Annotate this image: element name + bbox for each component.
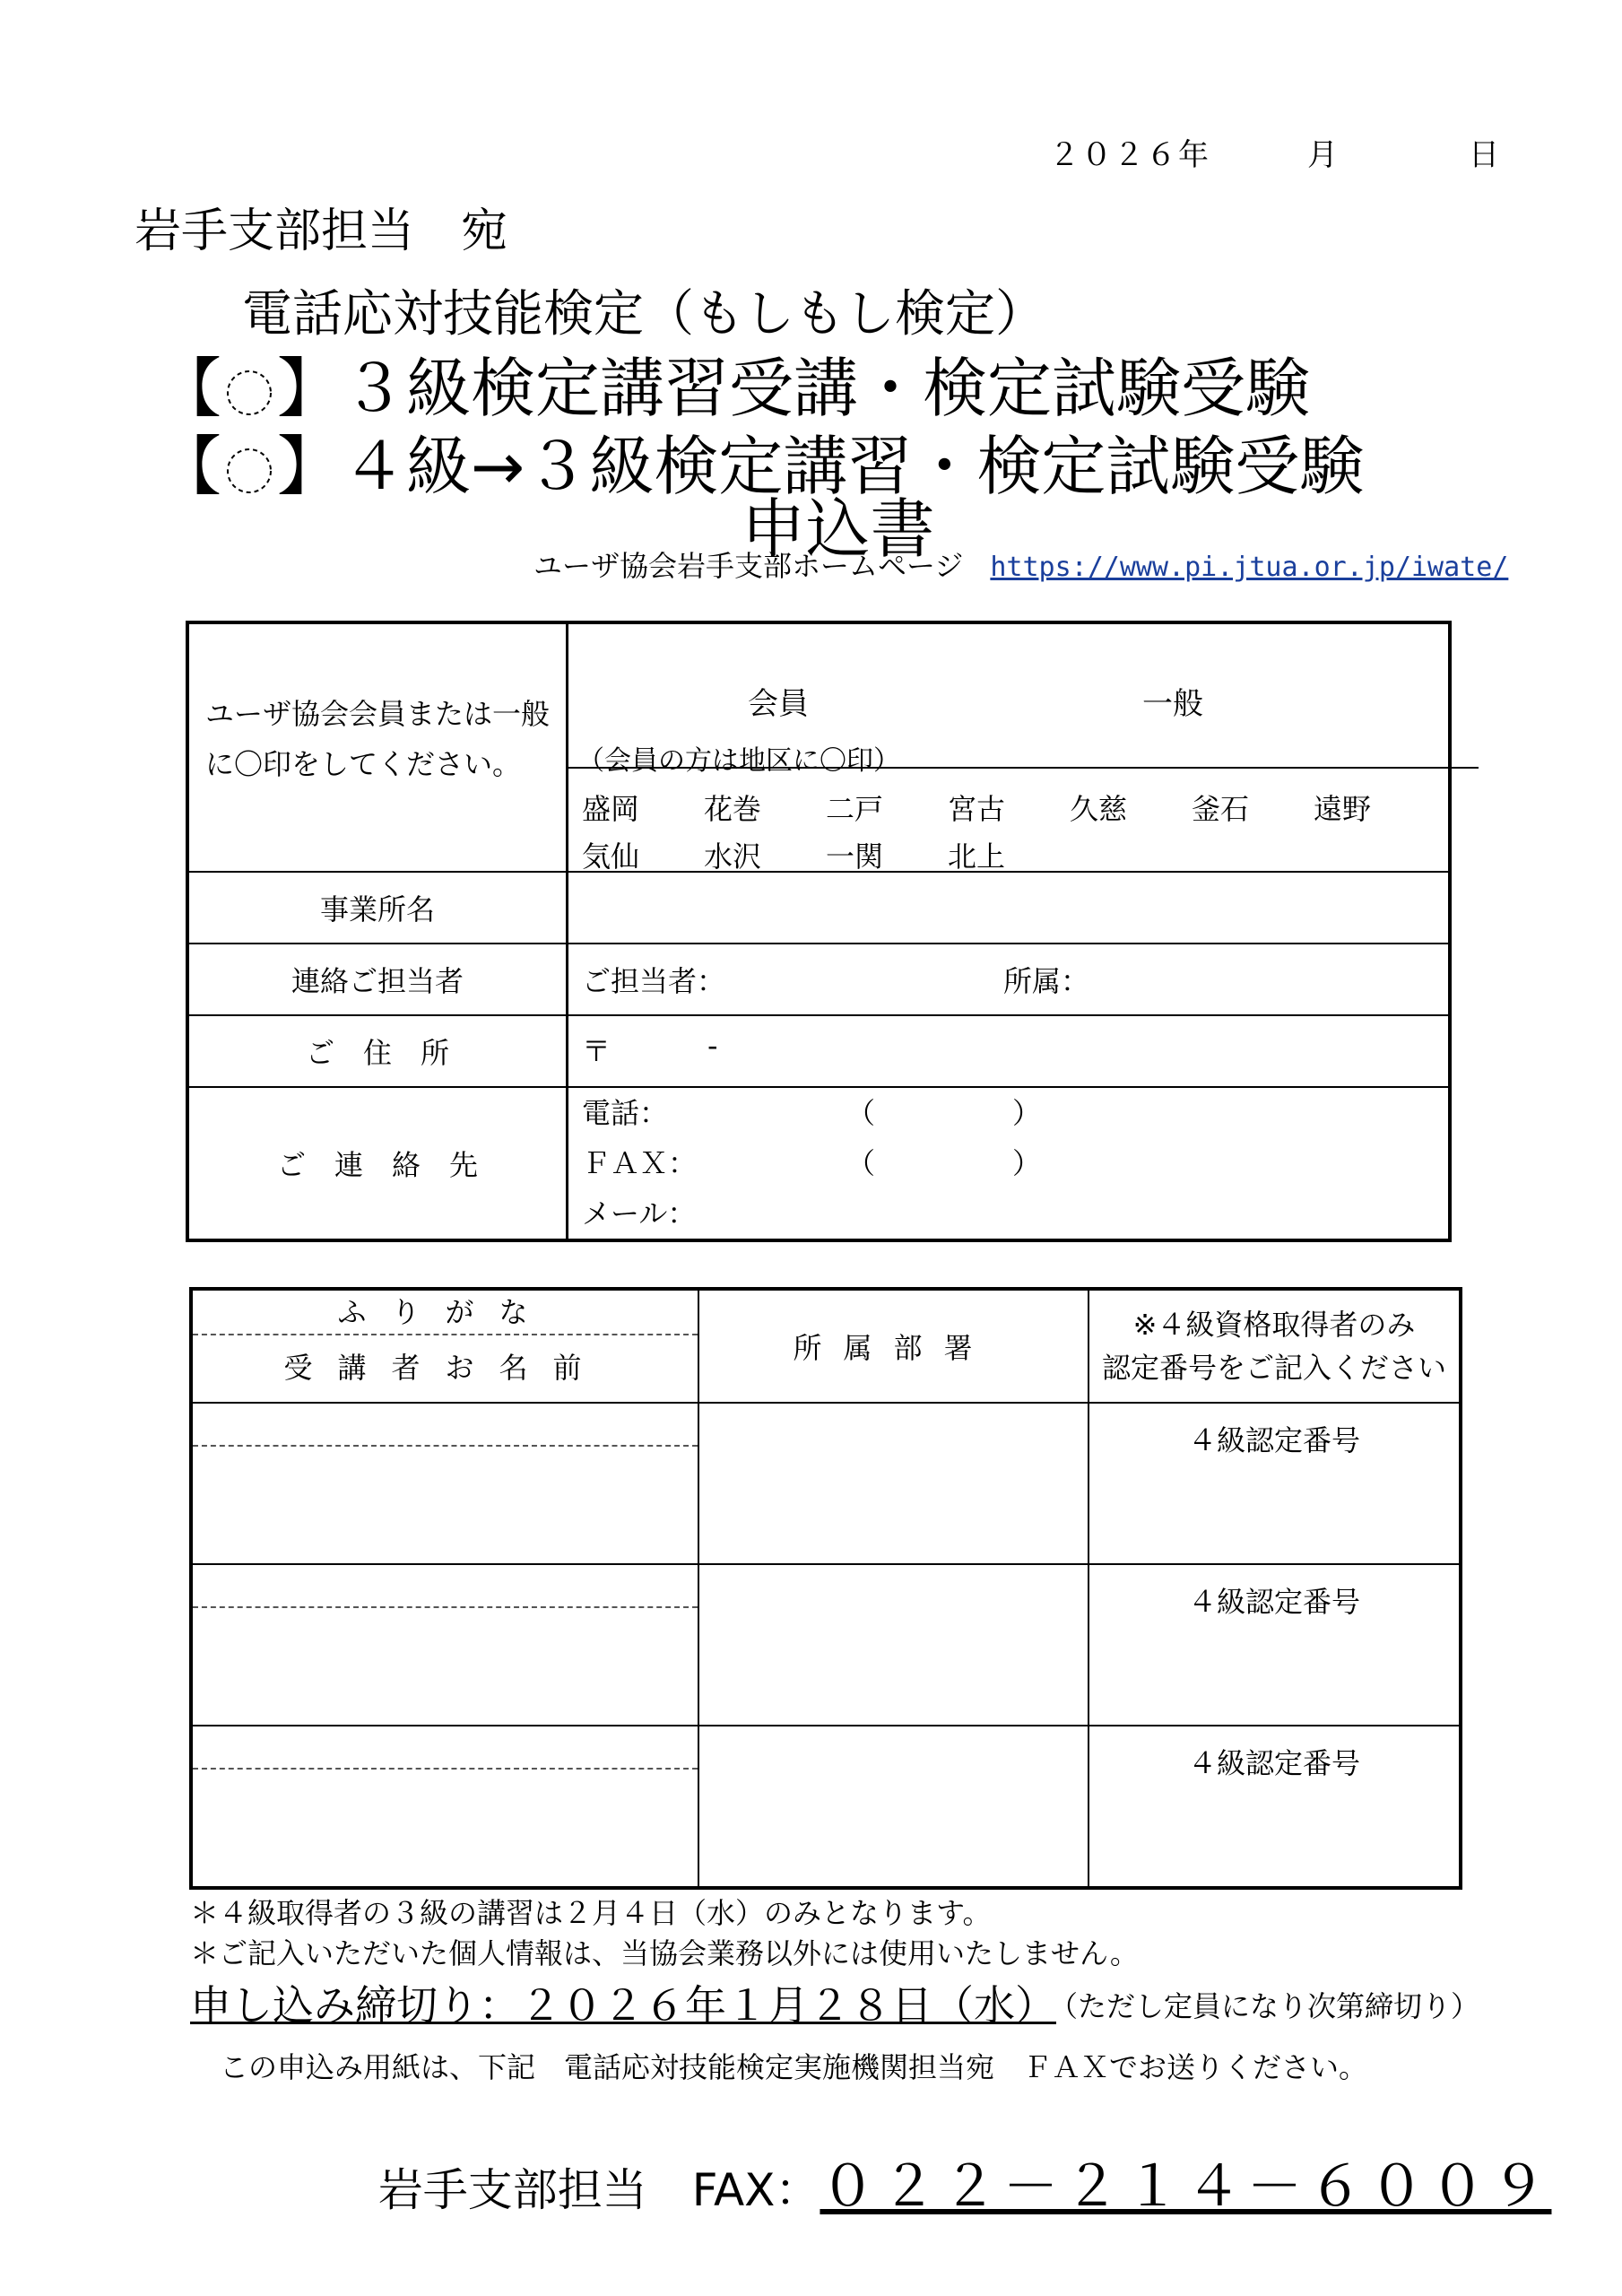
homepage-line [533,544,1508,585]
member-select-cell[interactable] [568,622,1451,872]
general-option[interactable]: 一般 [1142,685,1203,722]
district-item[interactable]: 花巻 [704,791,762,826]
note-grade4-schedule: ＊４級取得者の３級の講習は２月４日（水）のみとなります。 [190,1896,992,1930]
office-label: 事業所名 [187,872,568,944]
option-grade4-label: ４級→３級検定講習・検定試験受験 [342,429,1365,504]
bracket-close: 】 [277,429,343,504]
district-item[interactable]: 北上 [948,839,1006,874]
cert-header [1089,1289,1461,1403]
furigana-divider [193,1768,698,1770]
member-question: ユーザ協会会員または一般に〇印をしてください。 [187,622,568,872]
person-field-label: ご担当者： [582,964,726,998]
district-item[interactable]: 気仙 [582,839,640,874]
mail-line[interactable] [568,1188,1448,1239]
postal-mark: 〒 [582,1034,612,1068]
department-header: 所属部署 [698,1289,1089,1403]
district-row-1 [582,787,1436,828]
date-line: ２０２６年 月 日 [1049,137,1501,173]
contact-field[interactable] [568,1087,1451,1240]
furigana-header: ふりがな [193,1291,698,1335]
cert-number-field[interactable]: ４級認定番号 [1089,1726,1461,1888]
send-instruction: この申込み用紙は、下記 電話応対技能検定実施機関担当宛 ＦＡＸでお送りください。 [220,2050,1368,2084]
tel-line[interactable] [568,1088,1448,1138]
trainee-name-field[interactable] [191,1403,698,1564]
paren-close: ） [1012,1096,1042,1130]
furigana-divider [193,1445,698,1447]
addressee: 岩手支部担当 宛 [134,204,508,258]
table-row [191,1564,1461,1726]
bracket-open: 【 [157,351,222,426]
paren-open: （ [846,1146,876,1180]
fax-number: ０２２－２１４－６００９ [820,2153,1552,2219]
member-note: （会員の方は地区に〇印） [577,744,900,777]
trainee-department-field[interactable] [698,1564,1089,1726]
trainee-name-header: 受講者お名前 [283,1351,607,1385]
district-item[interactable]: 一関 [826,839,884,874]
member-option[interactable]: 会員 [748,685,809,722]
form-subtitle: 電話応対技能検定（もしもし検定） [242,285,1045,344]
form-name: 申込書 [741,491,935,567]
bracket-close: 】 [277,351,343,426]
name-header [191,1289,698,1403]
trainee-department-field[interactable] [698,1403,1089,1564]
district-item[interactable]: 二戸 [826,791,884,826]
table-row [191,1403,1461,1564]
bracket-open: 【 [157,429,222,504]
homepage-label: ユーザ協会岩手支部ホームページ [533,549,964,583]
district-item[interactable]: 釜石 [1192,791,1250,826]
homepage-link[interactable]: https://www.pi.jtua.or.jp/iwate/ [990,552,1509,583]
contact-person-field[interactable] [568,944,1451,1015]
trainee-table [189,1287,1462,1890]
fax-destination [350,2090,1551,2222]
contact-label: ご 連 絡 先 [187,1087,568,1240]
contact-person-label: 連絡ご担当者 [187,944,568,1015]
district-item[interactable]: 盛岡 [582,791,640,826]
note-privacy: ＊ご記入いただいた個人情報は、当協会業務以外には使用いたしません。 [190,1936,1139,1970]
trainee-name-field[interactable] [191,1564,698,1726]
option-grade3-label: ３級検定講習受講・検定試験受験 [342,351,1311,426]
district-item[interactable]: 水沢 [704,839,762,874]
postal-dash: - [707,1029,718,1063]
district-item[interactable]: 久慈 [1070,791,1128,826]
applicant-info-table [186,621,1452,1242]
fax-prefix: 岩手支部担当 FAX： [377,2164,820,2216]
deadline: 申し込み締切り：２０２６年１月２８日（水） [190,1981,1056,2030]
address-label: ご 住 所 [187,1015,568,1087]
cert-number-field[interactable]: ４級認定番号 [1089,1403,1461,1564]
furigana-divider [193,1606,698,1608]
fax-label: ＦＡＸ： [582,1146,698,1180]
paren-open: （ [846,1096,876,1130]
mail-label: メール： [582,1196,697,1231]
cert-note-line1: ※４級資格取得者のみ [1132,1308,1416,1342]
fax-line[interactable] [568,1138,1448,1188]
divider [568,767,1479,769]
district-item[interactable]: 宮古 [948,791,1006,826]
cert-note-line2: 認定番号をご記入ください [1101,1351,1446,1385]
deadline-note: （ただし定員になり次第締切り） [1049,1989,1480,2023]
district-row-2 [582,834,1070,875]
district-item[interactable]: 遠野 [1314,791,1372,826]
address-field[interactable] [568,1015,1451,1087]
dept-field-label: 所属： [1003,964,1090,998]
trainee-name-field[interactable] [191,1726,698,1888]
cert-number-field[interactable]: ４級認定番号 [1089,1564,1461,1726]
table-row [191,1726,1461,1888]
tel-label: 電話： [582,1096,669,1130]
office-field[interactable] [568,872,1451,944]
trainee-department-field[interactable] [698,1726,1089,1888]
paren-close: ） [1012,1146,1042,1180]
